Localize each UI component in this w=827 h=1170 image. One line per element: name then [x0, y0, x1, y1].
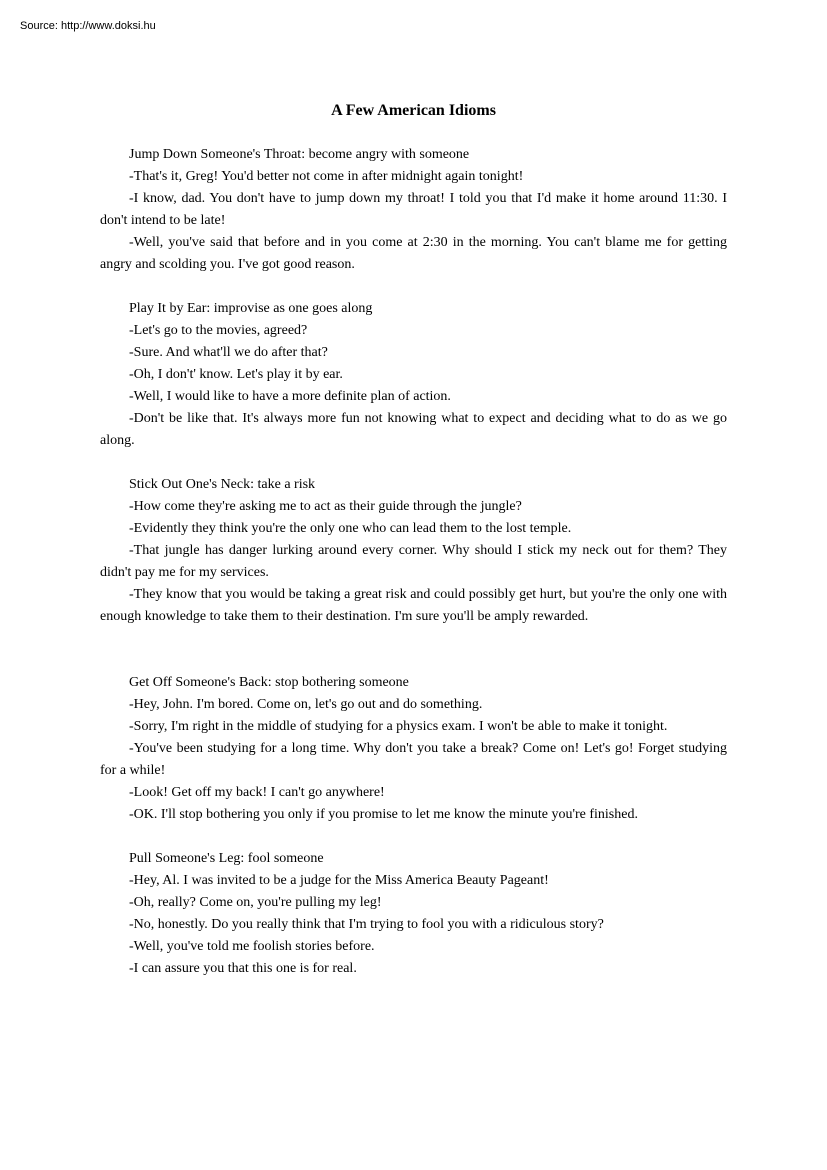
- dialogue-line: -OK. I'll stop bothering you only if you promise to let me know the minute you're finished.: [129, 807, 638, 822]
- document-body: [100, 100, 727, 1002]
- idiom-heading: Get Off Someone's Back: stop bothering someone: [129, 675, 409, 690]
- dialogue-line: -No, honestly. Do you really think that I'm trying to fool you with a ridiculous story?: [129, 917, 604, 932]
- idiom-section-stick-out-neck: [100, 474, 727, 628]
- dialogue-line: -Sorry, I'm right in the middle of studying for a physics exam. I won't be able to make it tonight.: [129, 719, 668, 734]
- idiom-heading: Jump Down Someone's Throat: become angry with someone: [129, 147, 470, 162]
- idiom-section-pull-leg: [100, 848, 727, 980]
- idiom-section-jump-down-throat: [100, 144, 727, 276]
- idiom-heading: Stick Out One's Neck: take a risk: [129, 477, 316, 492]
- dialogue-line: -How come they're asking me to act as their guide through the jungle?: [129, 499, 522, 514]
- idiom-section-play-it-by-ear: [100, 298, 727, 452]
- dialogue-line: -Hey, Al. I was invited to be a judge for the Miss America Beauty Pageant!: [129, 873, 549, 888]
- dialogue-line: -They know that you would be taking a great risk and could possibly get hurt, but you're the only one with enough knowledge to take them to their destination. I'm sure you'll be amply rewarded.: [100, 587, 727, 624]
- idiom-section-get-off-back: [100, 672, 727, 826]
- dialogue-line: -Sure. And what'll we do after that?: [129, 345, 328, 360]
- source-label: Source: http://www.doksi.hu: [20, 20, 156, 32]
- idiom-heading: Play It by Ear: improvise as one goes along: [129, 301, 373, 316]
- dialogue-line: -Don't be like that. It's always more fun not knowing what to expect and deciding what to do as we go along.: [100, 411, 727, 448]
- idiom-heading: Pull Someone's Leg: fool someone: [129, 851, 324, 866]
- dialogue-line: -Look! Get off my back! I can't go anywhere!: [129, 785, 385, 800]
- dialogue-line: -Let's go to the movies, agreed?: [129, 323, 308, 338]
- dialogue-line: -Well, you've told me foolish stories before.: [129, 939, 375, 954]
- dialogue-line: -That jungle has danger lurking around every corner. Why should I stick my neck out for them? They didn't pay me for my services.: [100, 543, 727, 580]
- dialogue-line: -Hey, John. I'm bored. Come on, let's go out and do something.: [129, 697, 483, 712]
- dialogue-line: -Oh, really? Come on, you're pulling my leg!: [129, 895, 382, 910]
- dialogue-line: -I know, dad. You don't have to jump down my throat! I told you that I'd make it home around 11:30. I don't intend to be late!: [100, 191, 727, 228]
- page-title: A Few American Idioms: [331, 102, 496, 119]
- dialogue-line: -Oh, I don't' know. Let's play it by ear.: [129, 367, 343, 382]
- dialogue-line: -You've been studying for a long time. Why don't you take a break? Come on! Let's go! Forget studying for a while!: [100, 741, 727, 778]
- dialogue-line: -Well, I would like to have a more definite plan of action.: [129, 389, 451, 404]
- dialogue-line: -I can assure you that this one is for real.: [129, 961, 357, 976]
- dialogue-line: -Evidently they think you're the only one who can lead them to the lost temple.: [129, 521, 572, 536]
- dialogue-line: -Well, you've said that before and in you come at 2:30 in the morning. You can't blame me for getting angry and scolding you. I've got good reason.: [100, 235, 727, 272]
- dialogue-line: -That's it, Greg! You'd better not come in after midnight again tonight!: [129, 169, 524, 184]
